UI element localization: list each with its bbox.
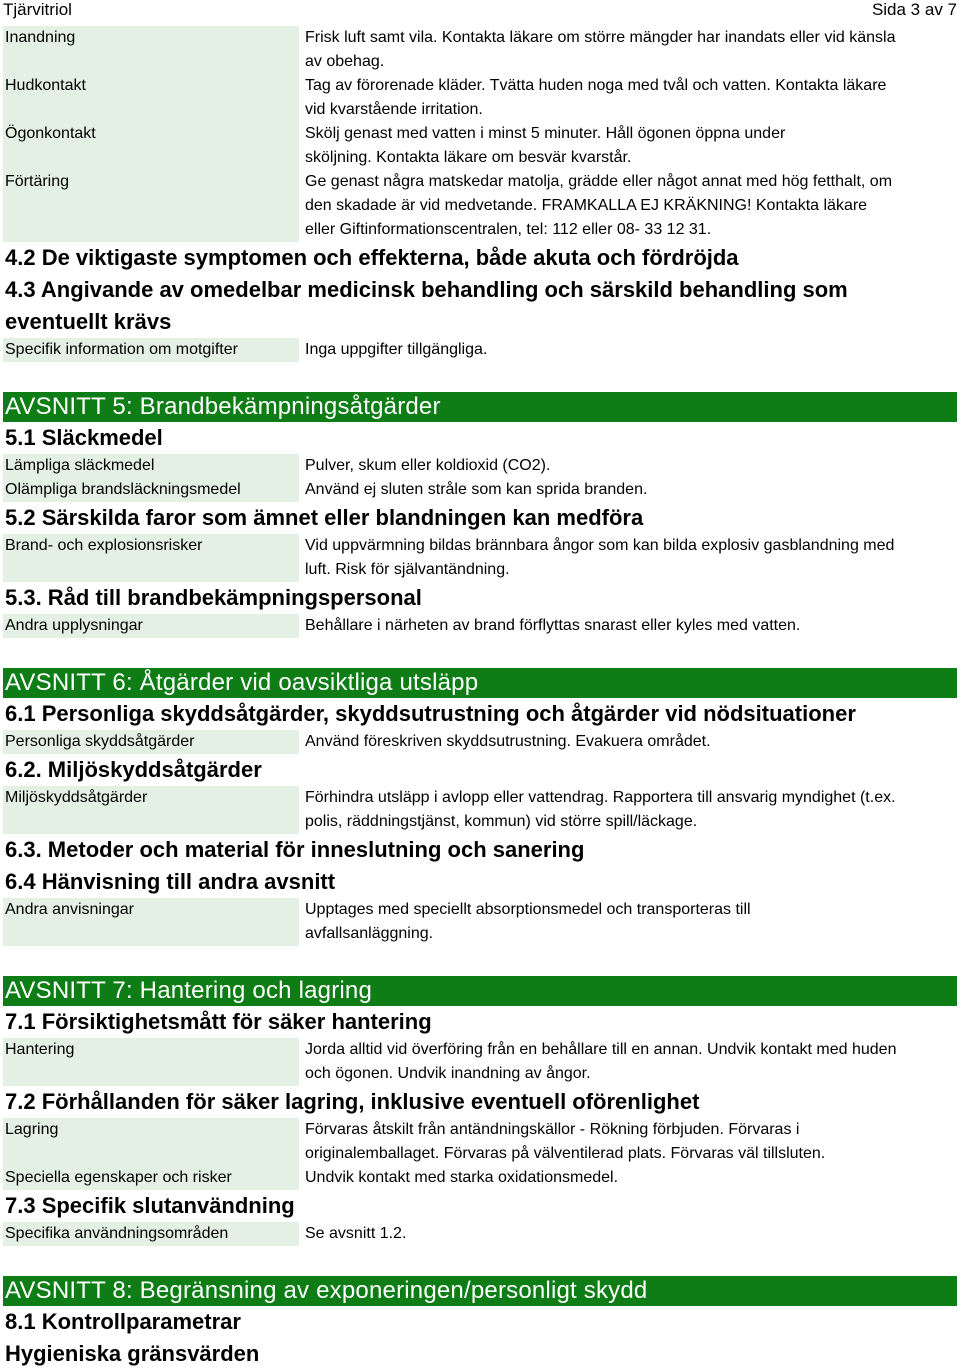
section-bar: AVSNITT 6: Åtgärder vid oavsiktliga utsläpp [3, 668, 957, 698]
info-row [3, 478, 957, 502]
row-value: Förvaras åtskilt från antändningskällor - Rökning förbjuden. Förvaras i originalemballaget. Förvaras på välventilerad plats. Förvaras väl tillsluten. [299, 1118, 957, 1166]
subsection-heading: 6.3. Metoder och material för inneslutning och sanering [5, 837, 585, 862]
row-value: Upptages med speciellt absorptionsmedel och transporteras till avfallsanläggning. [299, 898, 957, 946]
row-label: Brand- och explosionsrisker [3, 534, 299, 582]
row-label: Personliga skyddsåtgärder [3, 730, 299, 754]
subsection-heading: 6.4 Hänvisning till andra avsnitt [5, 869, 336, 894]
row-value: Använd ej sluten stråle som kan sprida branden. [299, 478, 957, 502]
info-row [3, 786, 957, 834]
subsection-heading: 6.2. Miljöskyddsåtgärder [5, 757, 262, 782]
subsection-heading: 5.1 Släckmedel [5, 425, 163, 450]
first-aid-row [3, 170, 957, 242]
row-value: Pulver, skum eller koldioxid (CO2). [299, 454, 957, 478]
subsection-heading: 4.3 Angivande av omedelbar medicinsk behandling och särskild behandling som eventuellt krävs [5, 277, 848, 334]
info-row [3, 534, 957, 582]
row-value: Jorda alltid vid överföring från en behållare till en annan. Undvik kontakt med huden och ögonen. Undvik inandning av ångor. [299, 1038, 957, 1086]
subsection-heading: 7.1 Försiktighetsmått för säker hantering [5, 1009, 432, 1034]
info-row [3, 454, 957, 478]
info-row [3, 1222, 957, 1246]
section-bar: AVSNITT 7: Hantering och lagring [3, 976, 957, 1006]
first-aid-value: Ge genast några matskedar matolja, grädde eller något annat med hög fetthalt, om den skadade är vid medvetande. FRAMKALLA EJ KRÄKNING! Kontakta läkare eller Giftinformationscentralen, tel: 112 eller 08- 33 12 31. [299, 170, 957, 242]
row-label: Speciella egenskaper och risker [3, 1166, 299, 1190]
first-aid-label: Förtäring [3, 170, 299, 242]
row-value: Inga uppgifter tillgängliga. [299, 338, 957, 362]
document-title: Tjärvitriol [3, 0, 72, 19]
row-label: Lagring [3, 1118, 299, 1166]
section-bar: AVSNITT 5: Brandbekämpningsåtgärder [3, 392, 957, 422]
row-label: Andra upplysningar [3, 614, 299, 638]
info-row [3, 730, 957, 754]
subsection-heading: Hygieniska gränsvärden [5, 1341, 260, 1366]
row-label: Miljöskyddsåtgärder [3, 786, 299, 834]
subsection-heading: 4.2 De viktigaste symptomen och effekterna, både akuta och fördröjda [5, 245, 739, 270]
subsection-heading: 8.1 Kontrollparametrar [5, 1309, 241, 1334]
row-label: Andra anvisningar [3, 898, 299, 946]
row-label: Hantering [3, 1038, 299, 1086]
page-number: Sida 3 av 7 [871, 0, 957, 19]
first-aid-value: Tag av förorenade kläder. Tvätta huden noga med tvål och vatten. Kontakta läkare vid kvarstående irritation. [299, 74, 957, 122]
row-label: Specifik information om motgifter [3, 338, 299, 362]
first-aid-label: Hudkontakt [3, 74, 299, 122]
info-row [3, 1038, 957, 1086]
subsection-heading: 7.2 Förhållanden för säker lagring, inklusive eventuell oförenlighet [5, 1089, 700, 1114]
row-label: Lämpliga släckmedel [3, 454, 299, 478]
row-value: Se avsnitt 1.2. [299, 1222, 957, 1246]
info-row [3, 614, 957, 638]
row-value: Använd föreskriven skyddsutrustning. Evakuera området. [299, 730, 957, 754]
page-header [3, 0, 957, 20]
subsection-heading: 5.2 Särskilda faror som ämnet eller blandningen kan medföra [5, 505, 644, 530]
first-aid-row [3, 122, 957, 170]
subsection-heading: 5.3. Råd till brandbekämpningspersonal [5, 585, 422, 610]
row-label: Olämpliga brandsläckningsmedel [3, 478, 299, 502]
row-value: Förhindra utsläpp i avlopp eller vattendrag. Rapportera till ansvarig myndighet (t.ex. polis, räddningstjänst, kommun) vid större spill/läckage. [299, 786, 957, 834]
first-aid-label: Ögonkontakt [3, 122, 299, 170]
info-row [3, 1166, 957, 1190]
subsection-heading: 6.1 Personliga skyddsåtgärder, skyddsutrustning och åtgärder vid nödsituationer [5, 701, 856, 726]
subsection-heading: 7.3 Specifik slutanvändning [5, 1193, 295, 1218]
row-value: Undvik kontakt med starka oxidationsmedel. [299, 1166, 957, 1190]
document-body [3, 26, 957, 1370]
info-row [3, 898, 957, 946]
first-aid-label: Inandning [3, 26, 299, 74]
first-aid-row [3, 74, 957, 122]
section-bar: AVSNITT 8: Begränsning av exponeringen/personligt skydd [3, 1276, 957, 1306]
row-label: Specifika användningsområden [3, 1222, 299, 1246]
first-aid-value: Skölj genast med vatten i minst 5 minuter. Håll ögonen öppna under sköljning. Kontakta läkare om besvär kvarstår. [299, 122, 957, 170]
first-aid-value: Frisk luft samt vila. Kontakta läkare om större mängder har inandats eller vid känsla av obehag. [299, 26, 957, 74]
info-row [3, 1118, 957, 1166]
row-value: Behållare i närheten av brand förflyttas snarast eller kyles med vatten. [299, 614, 957, 638]
row-value: Vid uppvärmning bildas brännbara ångor som kan bilda explosiv gasblandning med luft. Risk för självantändning. [299, 534, 957, 582]
first-aid-row [3, 26, 957, 74]
info-row [3, 338, 957, 362]
